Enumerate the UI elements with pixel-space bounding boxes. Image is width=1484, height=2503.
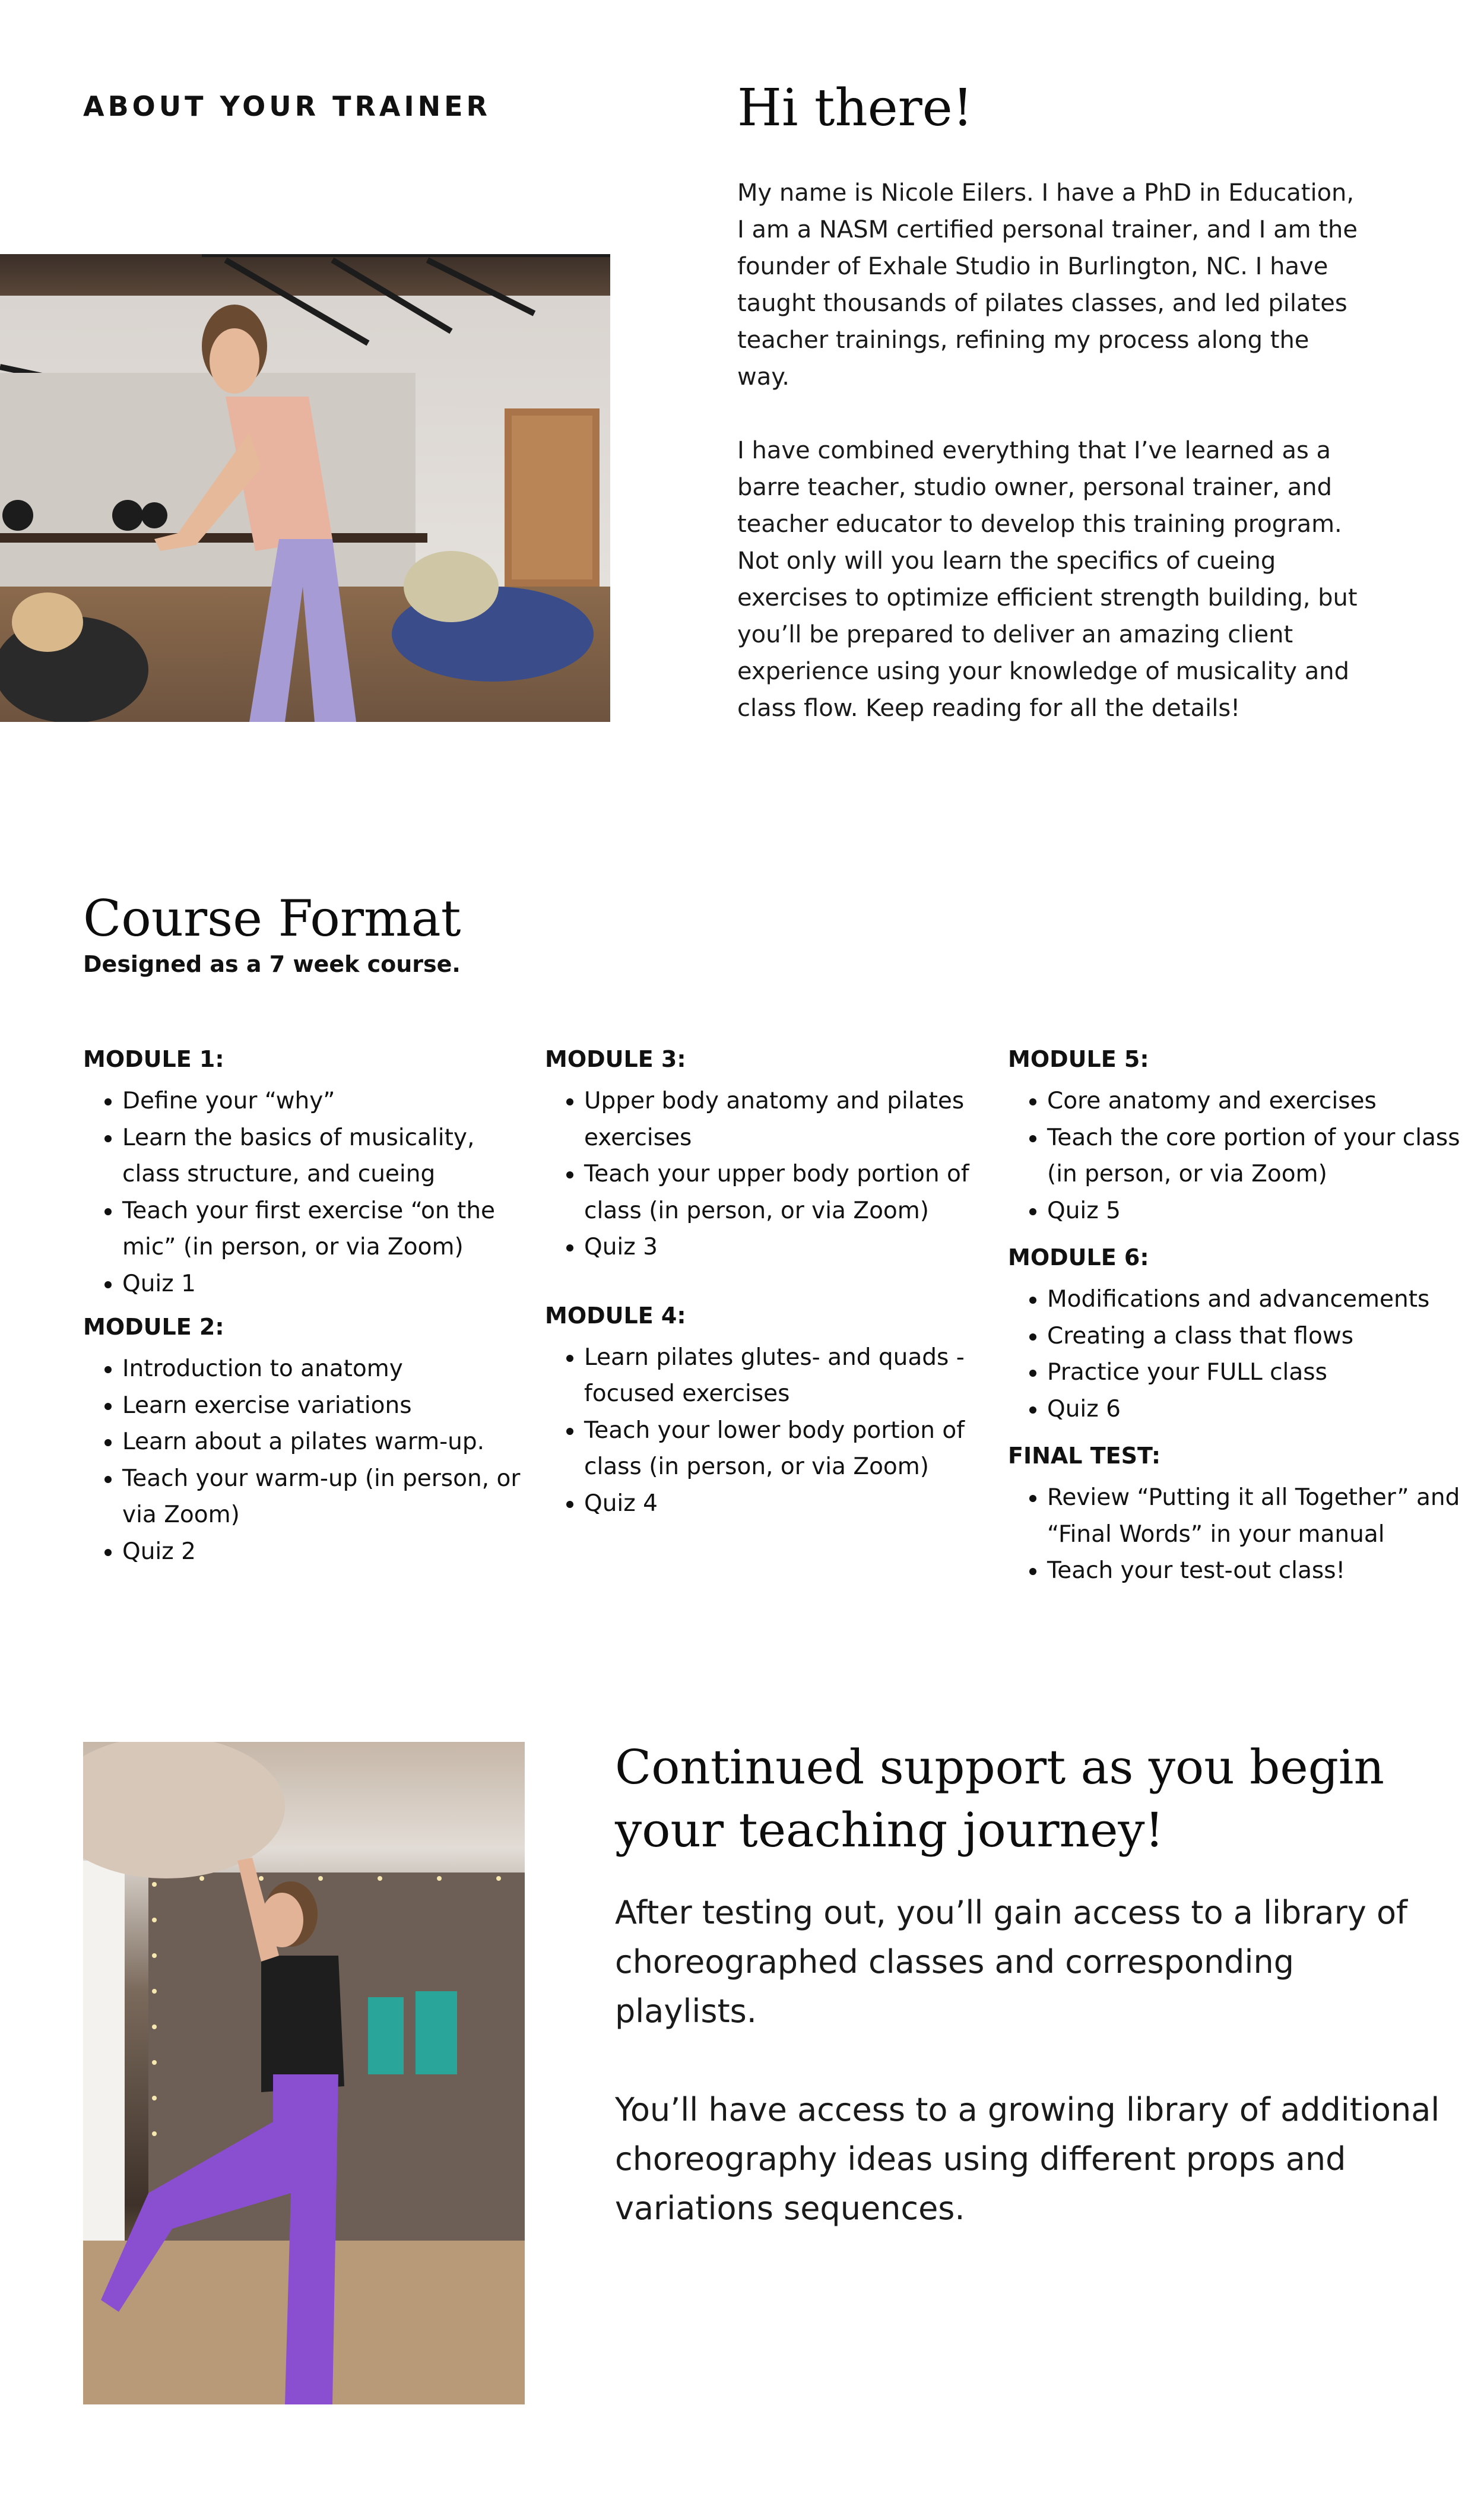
list-item: • Quiz 6 — [1047, 1391, 1471, 1428]
module-4 — [545, 1299, 996, 1522]
support-paragraph: After testing out, you’ll gain access to a library of choreographed classes and corresponding playlists. — [615, 1894, 1407, 2030]
list-item: • Core anatomy and exercises — [1047, 1083, 1471, 1120]
course-format-subtitle: Designed as a 7 week course. — [83, 951, 461, 977]
list-item: • Learn exercise variations — [122, 1387, 534, 1424]
list-item: • Quiz 5 — [1047, 1193, 1471, 1230]
list-item: • Upper body anatomy and pilates exercises — [584, 1083, 996, 1156]
module-item-list — [83, 1083, 534, 1302]
module-item-list — [545, 1339, 996, 1522]
module-heading: MODULE 5: — [1008, 1046, 1149, 1072]
bio-paragraph: I have combined everything that I’ve learned as a barre teacher, studio owner, personal trainer, and teacher educator to develop this training program. Not only will you learn the specifics of cueing exercises to optimize efficient strength building, but you’ll be prepared to deliver an amazing client experience using your knowledge of musicality and class flow. Keep reading for all the details! — [737, 437, 1358, 722]
list-item: • Teach your lower body portion of class (in person, or via Zoom) — [584, 1412, 996, 1485]
trainer-photo — [0, 254, 610, 722]
support-heading: Continued support as you begin your teaching journey! — [615, 1740, 1385, 1858]
list-item: • Teach your test-out class! — [1047, 1553, 1471, 1589]
module-column-3 — [1008, 1043, 1471, 1598]
list-item: • Practice your FULL class — [1047, 1354, 1471, 1391]
module-column-2 — [545, 1043, 996, 1530]
support-photo — [83, 1742, 525, 2404]
final-test — [1008, 1439, 1471, 1589]
module-item-list — [1008, 1281, 1471, 1427]
module-item-list — [83, 1351, 534, 1570]
list-item: • Teach the core portion of your class (in person, or via Zoom) — [1047, 1120, 1471, 1193]
section-eyebrow: ABOUT YOUR TRAINER — [83, 90, 491, 122]
list-item: • Teach your upper body portion of class (in person, or via Zoom) — [584, 1156, 996, 1229]
list-item: • Learn pilates glutes- and quads - focused exercises — [584, 1339, 996, 1412]
course-format-title: Course Format — [83, 889, 461, 948]
module-5 — [1008, 1043, 1471, 1229]
module-heading: MODULE 2: — [83, 1314, 224, 1340]
list-item: • Quiz 3 — [584, 1229, 996, 1266]
list-item: • Learn the basics of musicality, class structure, and cueing — [122, 1120, 534, 1193]
list-item: • Introduction to anatomy — [122, 1351, 534, 1387]
support-body — [615, 1888, 1446, 2282]
bio-paragraph: My name is Nicole Eilers. I have a PhD in Education, I am a NASM certified personal trainer, and I am the founder of Exhale Studio in Burlington, NC. I have taught thousands of pilates classes, and led pilates teacher trainings, refining my process along the way. — [737, 179, 1358, 391]
module-item-list — [1008, 1479, 1471, 1589]
greeting-heading: Hi there! — [737, 78, 974, 138]
trainer-bio — [737, 175, 1366, 763]
list-item: • Define your “why” — [122, 1083, 534, 1120]
list-item: • Learn about a pilates warm-up. — [122, 1424, 534, 1460]
list-item: • Quiz 1 — [122, 1266, 534, 1303]
module-heading: MODULE 6: — [1008, 1244, 1149, 1270]
module-heading: MODULE 3: — [545, 1046, 686, 1072]
module-6 — [1008, 1241, 1471, 1427]
list-item: • Teach your warm-up (in person, or via Zoom) — [122, 1460, 534, 1534]
list-item: • Quiz 4 — [584, 1485, 996, 1522]
module-heading: MODULE 4: — [545, 1302, 686, 1329]
list-item: • Review “Putting it all Together” and “Final Words” in your manual — [1047, 1479, 1471, 1553]
list-item: • Quiz 2 — [122, 1534, 534, 1570]
module-heading: FINAL TEST: — [1008, 1443, 1161, 1469]
list-item: • Teach your first exercise “on the mic” (in person, or via Zoom) — [122, 1193, 534, 1266]
module-1 — [83, 1043, 534, 1302]
module-3 — [545, 1043, 996, 1266]
module-2 — [83, 1310, 534, 1570]
module-column-1 — [83, 1043, 534, 1578]
module-item-list — [1008, 1083, 1471, 1229]
support-paragraph: You’ll have access to a growing library of additional choreography ideas using different props and variations sequences. — [615, 2091, 1440, 2227]
module-heading: MODULE 1: — [83, 1046, 224, 1072]
list-item: • Creating a class that flows — [1047, 1318, 1471, 1355]
module-item-list — [545, 1083, 996, 1266]
list-item: • Modifications and advancements — [1047, 1281, 1471, 1318]
